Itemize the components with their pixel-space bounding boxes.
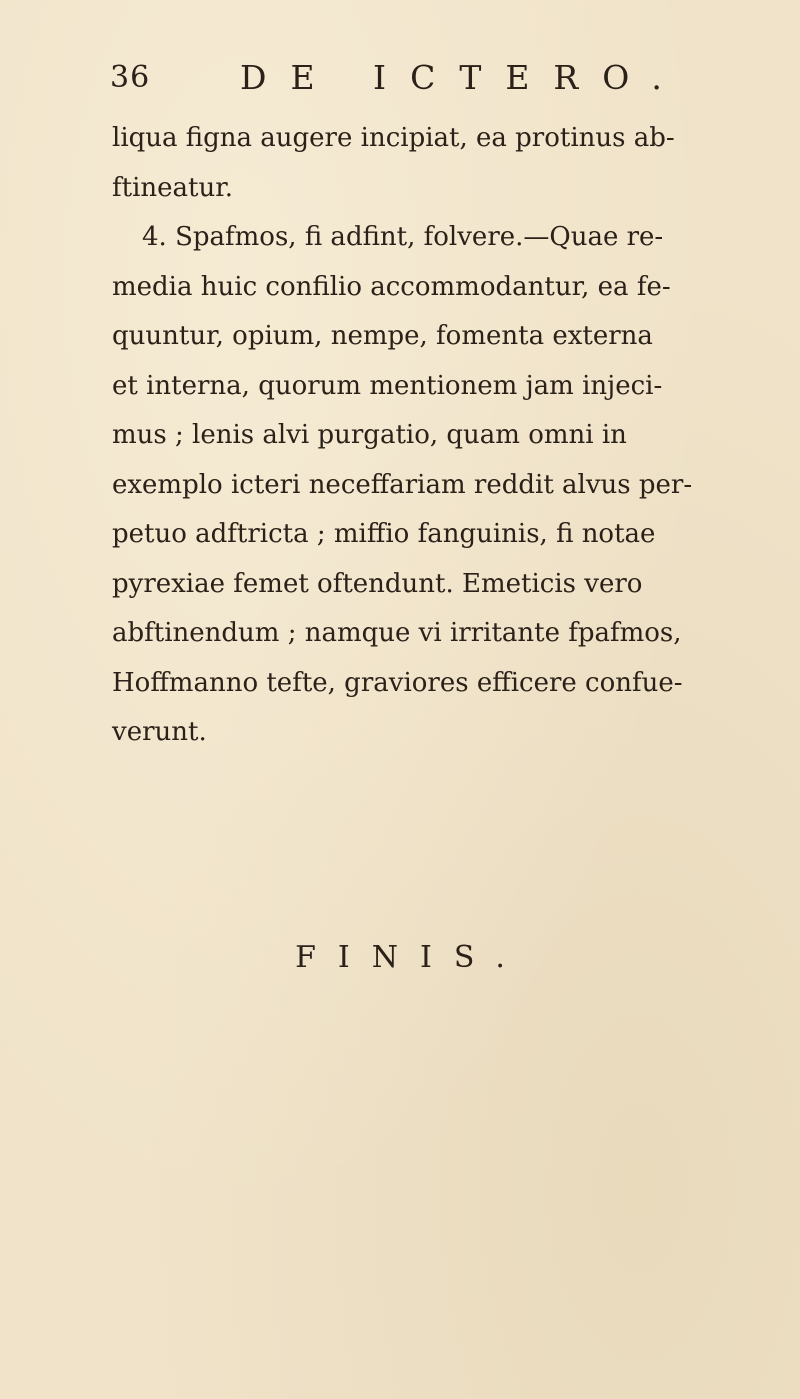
page-number: 36 — [110, 60, 151, 95]
text-line: liqua figna augere incipiat, ea protinus ab- — [112, 123, 675, 153]
text-line: quuntur, opium, nempe, fomenta externa — [112, 321, 653, 351]
text-line: 4. Spafmos, fi adfint, folvere.—Quae re- — [142, 222, 664, 252]
running-head — [110, 58, 686, 98]
text-line: pyrexiae femet oftendunt. Emeticis vero — [112, 568, 643, 599]
text-line: exemplo icteri neceffariam reddit alvus per- — [112, 469, 693, 500]
page-title: DE ICTERO. — [240, 58, 686, 97]
text-line: media huic confilio accommodantur, ea fe- — [112, 271, 671, 302]
finis-heading: FINIS. — [295, 940, 527, 975]
text-line: ftineatur. — [112, 172, 234, 203]
text-line: et interna, quorum mentionem jam injeci- — [112, 370, 663, 401]
body-text — [112, 114, 692, 758]
text-line: verunt. — [112, 717, 207, 747]
text-line: petuo adftricta ; miffio fanguinis, fi notae — [112, 519, 656, 549]
text-line: abftinendum ; namque vi irritante fpafmos, — [112, 618, 682, 648]
text-line: Hoffmanno tefte, graviores efficere confue- — [112, 667, 683, 698]
text-line: mus ; lenis alvi purgatio, quam omni in — [112, 420, 627, 450]
